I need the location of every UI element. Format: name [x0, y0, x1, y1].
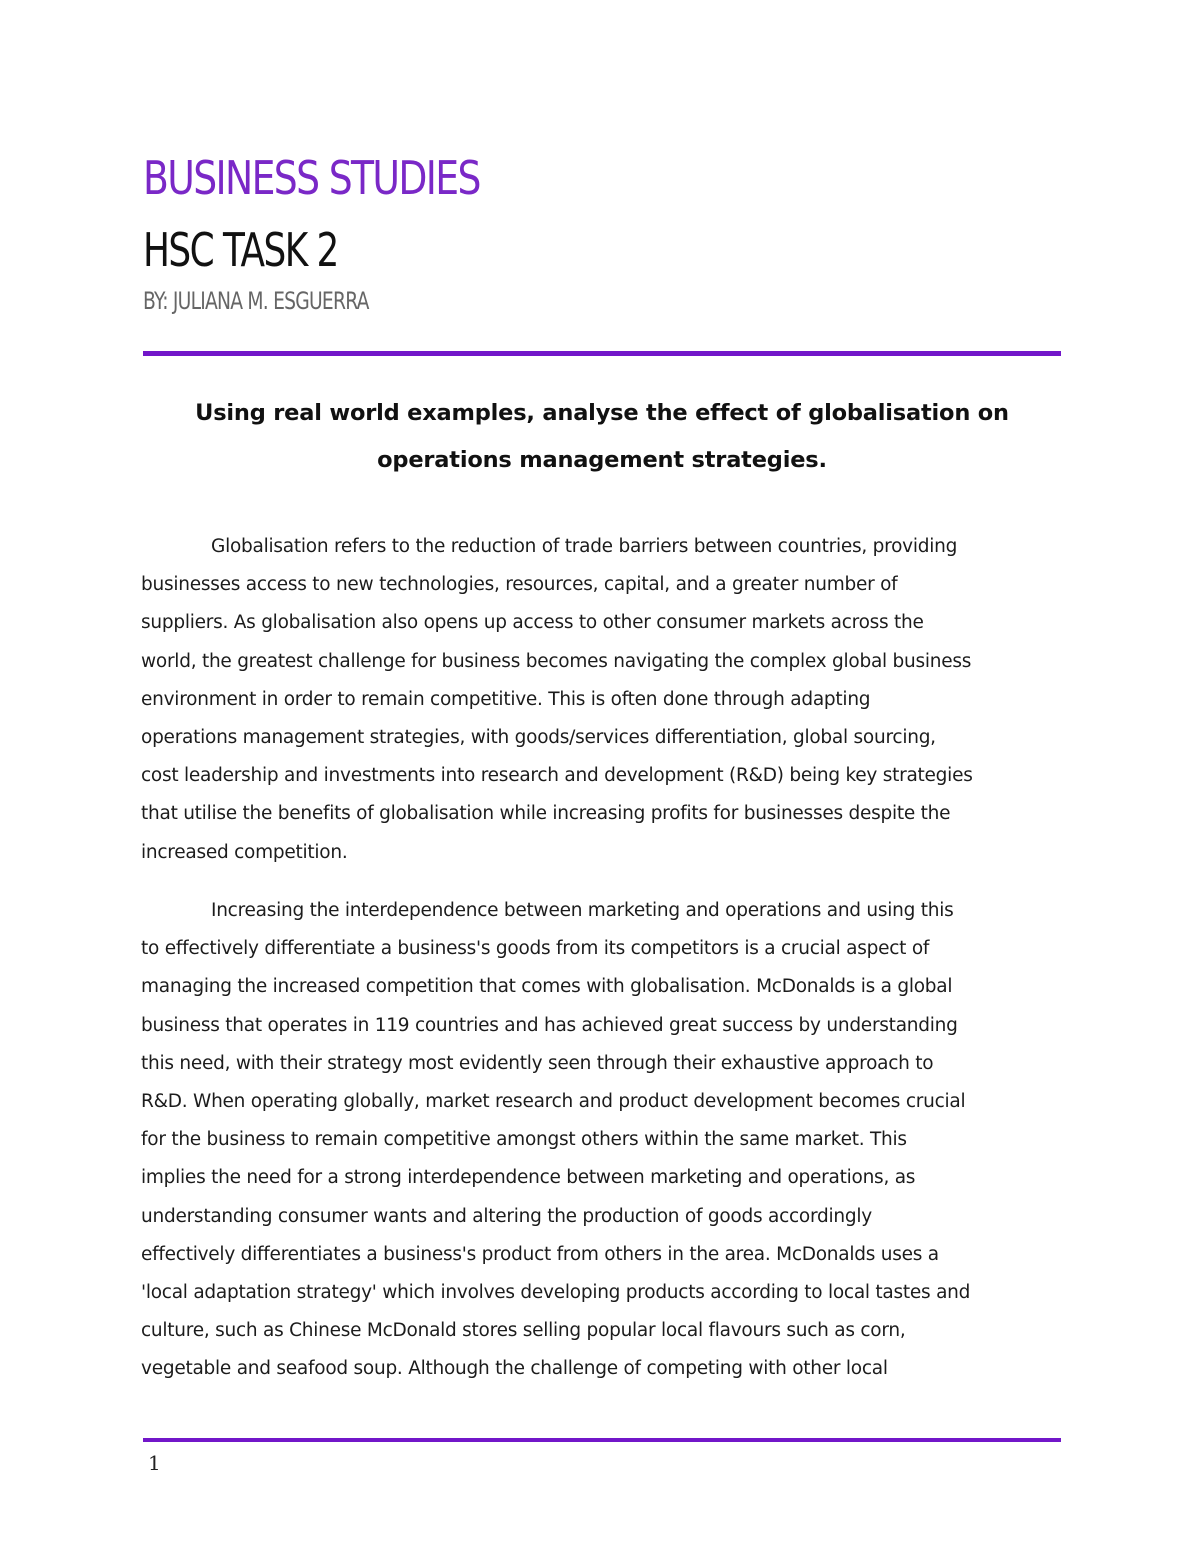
- essay-question: [143, 390, 1061, 484]
- paragraph-2: [141, 892, 1063, 1389]
- document-author: BY: JULIANA M. ESGUERRA: [143, 287, 369, 315]
- paragraph-1: [141, 528, 1063, 872]
- document-title: BUSINESS STUDIES: [143, 151, 480, 205]
- paragraph-line: suppliers. As globalisation also opens up access to other consumer markets across the: [141, 612, 924, 634]
- footer-divider: [143, 1438, 1061, 1442]
- paragraph-line: increased competition.: [141, 841, 348, 863]
- paragraph-line: R&D. When operating globally, market research and product development becomes crucial: [141, 1091, 966, 1113]
- paragraph-line: effectively differentiates a business's product from others in the area. McDonalds uses a: [141, 1243, 939, 1265]
- paragraph-line: for the business to remain competitive amongst others within the same market. This: [141, 1129, 907, 1151]
- paragraph-line: to effectively differentiate a business's goods from its competitors is a crucial aspect of: [141, 938, 930, 960]
- document-subtitle: HSC TASK 2: [143, 223, 338, 277]
- paragraph-line: world, the greatest challenge for business becomes navigating the complex global business: [141, 650, 972, 672]
- paragraph-line: 'local adaptation strategy' which involves developing products according to local tastes and: [141, 1282, 971, 1304]
- paragraph-line: operations management strategies, with goods/services differentiation, global sourcing,: [141, 727, 936, 749]
- page-number: 1: [148, 1451, 161, 1475]
- paragraph-line: cost leadership and investments into research and development (R&D) being key strategies: [141, 765, 973, 787]
- paragraph-line: culture, such as Chinese McDonald stores selling popular local flavours such as corn,: [141, 1320, 906, 1342]
- header-divider: [143, 351, 1061, 356]
- paragraph-line: Globalisation refers to the reduction of trade barriers between countries, providing: [211, 536, 958, 557]
- paragraph-line: vegetable and seafood soup. Although the challenge of competing with other local: [141, 1358, 888, 1380]
- paragraph-line: Increasing the interdependence between marketing and operations and using this: [211, 900, 954, 921]
- paragraph-line: business that operates in 119 countries and has achieved great success by understanding: [141, 1014, 958, 1036]
- question-line: operations management strategies.: [377, 447, 827, 473]
- paragraph-line: implies the need for a strong interdependence between marketing and operations, as: [141, 1167, 916, 1189]
- question-line: Using real world examples, analyse the effect of globalisation on: [195, 400, 1009, 426]
- paragraph-line: managing the increased competition that comes with globalisation. McDonalds is a global: [141, 976, 953, 998]
- paragraph-line: understanding consumer wants and altering the production of goods accordingly: [141, 1205, 872, 1227]
- paragraph-line: environment in order to remain competitive. This is often done through adapting: [141, 688, 871, 710]
- paragraph-line: this need, with their strategy most evidently seen through their exhaustive approach to: [141, 1052, 934, 1074]
- paragraph-line: that utilise the benefits of globalisation while increasing profits for businesses despite the: [141, 803, 951, 825]
- paragraph-line: businesses access to new technologies, resources, capital, and a greater number of: [141, 574, 898, 596]
